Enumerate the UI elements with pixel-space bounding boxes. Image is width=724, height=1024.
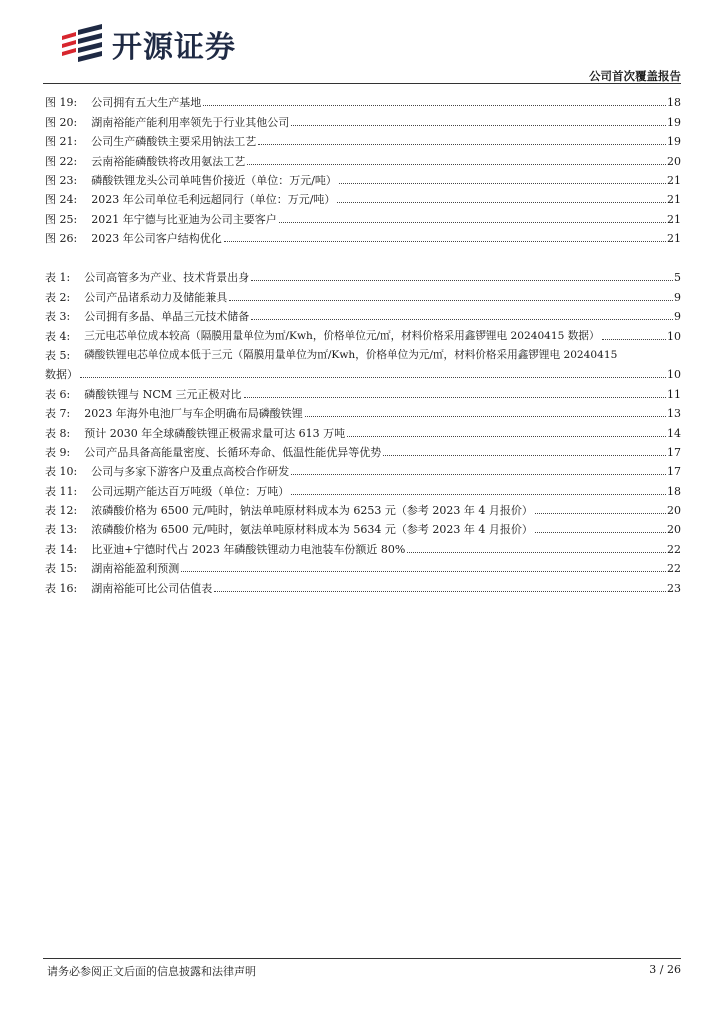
list-item-figure-21[interactable]: 图 21: 公司生产磷酸铁主要采用钠法工艺 19	[45, 135, 681, 149]
list-item-table-4[interactable]: 表 4: 三元电芯单位成本较高（隔膜用量单位为㎡/Kwh，价格单位元/㎡，材料价格采用鑫锣锂电 20240415 数据） 10	[45, 329, 681, 343]
logo-text: 开源证券	[112, 30, 236, 65]
list-item-table-2[interactable]: 表 2: 公司产品诸系动力及储能兼具 9	[45, 290, 681, 304]
list-item-table-16[interactable]: 表 16: 湖南裕能可比公司估值表 23	[45, 581, 681, 595]
list-item-table-10[interactable]: 表 10: 公司与多家下游客户及重点高校合作研发 17	[45, 465, 681, 479]
list-item-table-3[interactable]: 表 3: 公司拥有多晶、单晶三元技术储备 9	[45, 310, 681, 324]
list-item-figure-20[interactable]: 图 20: 湖南裕能产能利用率领先于行业其他公司 19	[45, 115, 681, 129]
report-type-label: 公司首次覆盖报告	[589, 69, 681, 83]
list-item-table-6[interactable]: 表 6: 磷酸铁锂与 NCM 三元正极对比 11	[45, 387, 681, 401]
footer-disclaimer: 请务必参阅正文后面的信息披露和法律声明	[47, 965, 256, 978]
list-item-figure-26[interactable]: 图 26: 2023 年公司客户结构优化 21	[45, 232, 681, 246]
list-item-figure-24[interactable]: 图 24: 2023 年公司单位毛利远超同行（单位：万元/吨） 21	[45, 193, 681, 207]
list-item-figure-23[interactable]: 图 23: 磷酸铁锂龙头公司单吨售价接近（单位：万元/吨） 21	[45, 173, 681, 187]
footer-divider	[43, 958, 681, 959]
logo-mark-icon	[60, 24, 106, 64]
page-number: 3 / 26	[649, 963, 681, 976]
list-item-table-15[interactable]: 表 15: 湖南裕能盈利预测 22	[45, 562, 681, 576]
list-item-figure-22[interactable]: 图 22: 云南裕能磷酸铁将改用氨法工艺 20	[45, 154, 681, 168]
list-item-table-1[interactable]: 表 1: 公司高管多为产业、技术背景出身 5	[45, 271, 681, 285]
list-item-figure-19[interactable]: 图 19: 公司拥有五大生产基地 18	[45, 96, 681, 110]
company-logo	[60, 24, 236, 64]
list-item-table-14[interactable]: 表 14: 比亚迪+宁德时代占 2023 年磷酸铁锂动力电池装车份额近 80% 22	[45, 542, 681, 556]
list-item-table-8[interactable]: 表 8: 预计 2030 年全球磷酸铁锂正极需求量可达 613 万吨 14	[45, 426, 681, 440]
header-divider	[43, 83, 681, 84]
list-item-figure-25[interactable]: 图 25: 2021 年宁德与比亚迪为公司主要客户 21	[45, 212, 681, 226]
list-item-table-12[interactable]: 表 12: 浓磷酸价格为 6500 元/吨时，钠法单吨原材料成本为 6253 元（参考 2023 年 4 月报价） 20	[45, 504, 681, 518]
list-item-table-9[interactable]: 表 9: 公司产品具备高能量密度、长循环寿命、低温性能优异等优势 17	[45, 445, 681, 459]
table-list	[45, 265, 681, 595]
list-item-table-11[interactable]: 表 11: 公司远期产能达百万吨级（单位：万吨） 18	[45, 484, 681, 498]
list-item-table-13[interactable]: 表 13: 浓磷酸价格为 6500 元/吨时，氨法单吨原材料成本为 5634 元（参考 2023 年 4 月报价） 20	[45, 523, 681, 537]
list-item-table-7[interactable]: 表 7: 2023 年海外电池厂与车企明确布局磷酸铁锂 13	[45, 407, 681, 421]
list-item-table-5[interactable]: 表 5: 磷酸铁锂电芯单位成本低于三元（隔膜用量单位为㎡/Kwh，价格单位为元/㎡，材料价格采用鑫锣锂电 20240415 数据） 10	[45, 348, 681, 382]
figure-list	[45, 90, 681, 245]
